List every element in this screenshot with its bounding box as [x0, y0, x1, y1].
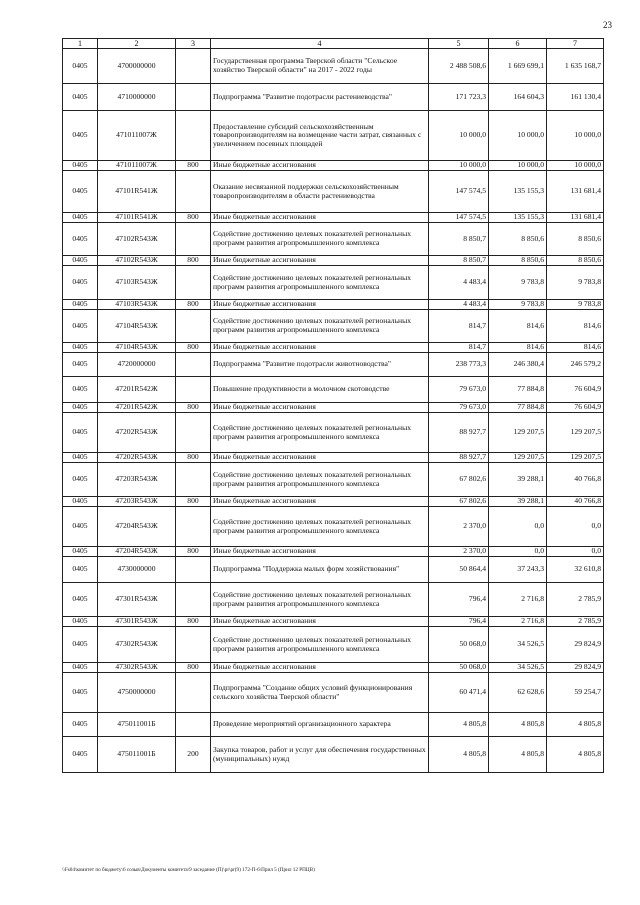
- section-code-cell: 0405: [63, 84, 98, 111]
- item-name-cell: Подпрограмма "Создание общих условий функционирования сельского хозяйства Тверской области": [211, 673, 429, 713]
- amount-col7-cell: 2 785,9: [547, 617, 604, 627]
- amount-col7-cell: 814,6: [547, 310, 604, 343]
- header-row: [63, 39, 604, 49]
- amount-col6-cell: 0,0: [489, 507, 547, 547]
- table-row: [63, 663, 604, 673]
- expense-type-cell: [176, 171, 211, 213]
- target-code-cell: 4730000000: [98, 557, 176, 583]
- table-row: [63, 583, 604, 617]
- amount-col7-cell: 10 000,0: [547, 111, 604, 161]
- amount-col7-cell: 129 207,5: [547, 413, 604, 453]
- item-name-cell: Иные бюджетные ассигнования: [211, 213, 429, 223]
- amount-col6-cell: 9 783,8: [489, 266, 547, 300]
- section-code-cell: 0405: [63, 713, 98, 737]
- target-code-cell: 47204R543Ж: [98, 547, 176, 557]
- target-code-cell: 47101R541Ж: [98, 171, 176, 213]
- expense-type-cell: 800: [176, 343, 211, 353]
- col-header: 2: [98, 39, 176, 49]
- amount-col7-cell: 76 604,9: [547, 377, 604, 403]
- table-row: [63, 111, 604, 161]
- table-row: [63, 223, 604, 256]
- table-row: [63, 507, 604, 547]
- item-name-cell: Содействие достижению целевых показателей региональных программ развития агропромышленного комплекса: [211, 266, 429, 300]
- amount-col5-cell: 171 723,3: [429, 84, 489, 111]
- amount-col5-cell: 147 574,5: [429, 171, 489, 213]
- section-code-cell: 0405: [63, 627, 98, 663]
- col-header: 7: [547, 39, 604, 49]
- section-code-cell: 0405: [63, 507, 98, 547]
- section-code-cell: 0405: [63, 737, 98, 773]
- amount-col6-cell: 814,6: [489, 343, 547, 353]
- target-code-cell: 47102R543Ж: [98, 223, 176, 256]
- table-body: [63, 49, 604, 773]
- amount-col5-cell: 8 850,7: [429, 223, 489, 256]
- target-code-cell: 475011001Б: [98, 713, 176, 737]
- target-code-cell: 47201R542Ж: [98, 377, 176, 403]
- section-code-cell: 0405: [63, 223, 98, 256]
- amount-col5-cell: 796,4: [429, 583, 489, 617]
- section-code-cell: 0405: [63, 171, 98, 213]
- target-code-cell: 47302R543Ж: [98, 627, 176, 663]
- table-row: [63, 353, 604, 377]
- table-row: [63, 300, 604, 310]
- amount-col6-cell: 39 288,1: [489, 497, 547, 507]
- expense-type-cell: [176, 111, 211, 161]
- target-code-cell: 47103R543Ж: [98, 300, 176, 310]
- col-header: 5: [429, 39, 489, 49]
- item-name-cell: Содействие достижению целевых показателей региональных программ развития агропромышленного комплекса: [211, 310, 429, 343]
- section-code-cell: 0405: [63, 300, 98, 310]
- amount-col6-cell: 8 850,6: [489, 223, 547, 256]
- expense-type-cell: 800: [176, 453, 211, 463]
- amount-col6-cell: 77 884,8: [489, 377, 547, 403]
- item-name-cell: Иные бюджетные ассигнования: [211, 663, 429, 673]
- expense-type-cell: 800: [176, 663, 211, 673]
- amount-col5-cell: 814,7: [429, 343, 489, 353]
- amount-col6-cell: 2 716,8: [489, 583, 547, 617]
- amount-col6-cell: 9 783,8: [489, 300, 547, 310]
- table-row: [63, 617, 604, 627]
- target-code-cell: 475011001Б: [98, 737, 176, 773]
- amount-col6-cell: 135 155,3: [489, 171, 547, 213]
- table-row: [63, 497, 604, 507]
- amount-col5-cell: 50 068,0: [429, 627, 489, 663]
- section-code-cell: 0405: [63, 413, 98, 453]
- item-name-cell: Содействие достижению целевых показателей региональных программ развития агропромышленного комплекса: [211, 583, 429, 617]
- item-name-cell: Содействие достижению целевых показателей региональных программ развития агропромышленного комплекса: [211, 463, 429, 497]
- section-code-cell: 0405: [63, 310, 98, 343]
- expense-type-cell: 800: [176, 213, 211, 223]
- item-name-cell: Государственная программа Тверской области "Сельское хозяйство Тверской области" на 2017 - 2022 годы: [211, 49, 429, 84]
- amount-col7-cell: 76 604,9: [547, 403, 604, 413]
- target-code-cell: 47201R542Ж: [98, 403, 176, 413]
- target-code-cell: 47104R543Ж: [98, 343, 176, 353]
- expense-type-cell: [176, 713, 211, 737]
- amount-col5-cell: 10 000,0: [429, 161, 489, 171]
- expense-type-cell: 800: [176, 256, 211, 266]
- expense-type-cell: [176, 627, 211, 663]
- amount-col5-cell: 238 773,3: [429, 353, 489, 377]
- item-name-cell: Иные бюджетные ассигнования: [211, 453, 429, 463]
- table-row: [63, 266, 604, 300]
- item-name-cell: Повышение продуктивности в молочном скотоводстве: [211, 377, 429, 403]
- amount-col6-cell: 77 884,8: [489, 403, 547, 413]
- amount-col6-cell: 4 805,8: [489, 737, 547, 773]
- amount-col7-cell: 29 824,9: [547, 627, 604, 663]
- target-code-cell: 47301R543Ж: [98, 583, 176, 617]
- amount-col7-cell: 0,0: [547, 507, 604, 547]
- amount-col6-cell: 39 288,1: [489, 463, 547, 497]
- table-row: [63, 463, 604, 497]
- expense-type-cell: [176, 266, 211, 300]
- target-code-cell: 4700000000: [98, 49, 176, 84]
- item-name-cell: Содействие достижению целевых показателей региональных программ развития агропромышленного комплекса: [211, 627, 429, 663]
- section-code-cell: 0405: [63, 663, 98, 673]
- amount-col5-cell: 67 802,6: [429, 463, 489, 497]
- amount-col6-cell: 34 526,5: [489, 627, 547, 663]
- amount-col7-cell: 59 254,7: [547, 673, 604, 713]
- expense-type-cell: [176, 463, 211, 497]
- amount-col5-cell: 67 802,6: [429, 497, 489, 507]
- expense-type-cell: [176, 377, 211, 403]
- amount-col6-cell: 246 380,4: [489, 353, 547, 377]
- section-code-cell: 0405: [63, 266, 98, 300]
- footer-file-path: \\Fs04\комитет по бюджету\6 созыв\Документы комитета\9 заседание (П)\pr\pr(9) 172-П-6\Прил 5 (Прил 12 РПЦВ): [62, 867, 315, 873]
- item-name-cell: Содействие достижению целевых показателей региональных программ развития агропромышленного комплекса: [211, 507, 429, 547]
- expense-type-cell: 800: [176, 161, 211, 171]
- section-code-cell: 0405: [63, 547, 98, 557]
- amount-col6-cell: 37 243,3: [489, 557, 547, 583]
- amount-col5-cell: 8 850,7: [429, 256, 489, 266]
- section-code-cell: 0405: [63, 617, 98, 627]
- amount-col7-cell: 0,0: [547, 547, 604, 557]
- amount-col5-cell: 50 864,4: [429, 557, 489, 583]
- expense-type-cell: [176, 413, 211, 453]
- target-code-cell: 47104R543Ж: [98, 310, 176, 343]
- target-code-cell: 47102R543Ж: [98, 256, 176, 266]
- amount-col7-cell: 2 785,9: [547, 583, 604, 617]
- section-code-cell: 0405: [63, 463, 98, 497]
- item-name-cell: Иные бюджетные ассигнования: [211, 617, 429, 627]
- amount-col5-cell: 4 483,4: [429, 266, 489, 300]
- amount-col6-cell: 10 000,0: [489, 161, 547, 171]
- amount-col6-cell: 2 716,8: [489, 617, 547, 627]
- expense-type-cell: 800: [176, 547, 211, 557]
- amount-col6-cell: 34 526,5: [489, 663, 547, 673]
- section-code-cell: 0405: [63, 583, 98, 617]
- amount-col6-cell: 1 669 699,1: [489, 49, 547, 84]
- target-code-cell: 47204R543Ж: [98, 507, 176, 547]
- amount-col7-cell: 814,6: [547, 343, 604, 353]
- table-row: [63, 84, 604, 111]
- section-code-cell: 0405: [63, 213, 98, 223]
- section-code-cell: 0405: [63, 256, 98, 266]
- expense-type-cell: 800: [176, 403, 211, 413]
- table-row: [63, 343, 604, 353]
- table-row: [63, 161, 604, 171]
- table-row: [63, 413, 604, 453]
- amount-col7-cell: 10 000,0: [547, 161, 604, 171]
- item-name-cell: Иные бюджетные ассигнования: [211, 300, 429, 310]
- amount-col7-cell: 29 824,9: [547, 663, 604, 673]
- amount-col5-cell: 796,4: [429, 617, 489, 627]
- section-code-cell: 0405: [63, 557, 98, 583]
- expense-type-cell: [176, 310, 211, 343]
- item-name-cell: Подпрограмма "Развитие подотрасли растениеводства": [211, 84, 429, 111]
- section-code-cell: 0405: [63, 161, 98, 171]
- table-row: [63, 547, 604, 557]
- col-header: 6: [489, 39, 547, 49]
- amount-col5-cell: 88 927,7: [429, 453, 489, 463]
- amount-col7-cell: 161 130,4: [547, 84, 604, 111]
- target-code-cell: 47202R543Ж: [98, 413, 176, 453]
- amount-col7-cell: 131 681,4: [547, 171, 604, 213]
- amount-col5-cell: 2 370,0: [429, 547, 489, 557]
- item-name-cell: Иные бюджетные ассигнования: [211, 343, 429, 353]
- target-code-cell: 471011007Ж: [98, 161, 176, 171]
- amount-col7-cell: 4 805,8: [547, 713, 604, 737]
- col-header: 4: [211, 39, 429, 49]
- expense-type-cell: [176, 223, 211, 256]
- item-name-cell: Подпрограмма "Поддержка малых форм хозяйствования": [211, 557, 429, 583]
- section-code-cell: 0405: [63, 497, 98, 507]
- item-name-cell: Иные бюджетные ассигнования: [211, 547, 429, 557]
- budget-table: [62, 38, 604, 773]
- amount-col6-cell: 814,6: [489, 310, 547, 343]
- amount-col6-cell: 4 805,8: [489, 713, 547, 737]
- amount-col6-cell: 62 628,6: [489, 673, 547, 713]
- section-code-cell: 0405: [63, 453, 98, 463]
- target-code-cell: 47203R543Ж: [98, 497, 176, 507]
- amount-col5-cell: 79 673,0: [429, 377, 489, 403]
- target-code-cell: 4720000000: [98, 353, 176, 377]
- amount-col5-cell: 60 471,4: [429, 673, 489, 713]
- table-row: [63, 310, 604, 343]
- amount-col7-cell: 4 805,8: [547, 737, 604, 773]
- amount-col7-cell: 8 850,6: [547, 256, 604, 266]
- expense-type-cell: 800: [176, 300, 211, 310]
- table-row: [63, 557, 604, 583]
- col-header: 1: [63, 39, 98, 49]
- item-name-cell: Иные бюджетные ассигнования: [211, 497, 429, 507]
- target-code-cell: 47203R543Ж: [98, 463, 176, 497]
- amount-col6-cell: 8 850,6: [489, 256, 547, 266]
- amount-col5-cell: 10 000,0: [429, 111, 489, 161]
- item-name-cell: Предоставление субсидий сельскохозяйственным товаропроизводителям на возмещение части затрат, связанных с увеличением посевных площадей: [211, 111, 429, 161]
- amount-col5-cell: 814,7: [429, 310, 489, 343]
- section-code-cell: 0405: [63, 377, 98, 403]
- amount-col6-cell: 0,0: [489, 547, 547, 557]
- target-code-cell: 47101R541Ж: [98, 213, 176, 223]
- table-row: [63, 171, 604, 213]
- table-row: [63, 49, 604, 84]
- amount-col5-cell: 2 488 508,6: [429, 49, 489, 84]
- amount-col5-cell: 88 927,7: [429, 413, 489, 453]
- amount-col7-cell: 32 610,8: [547, 557, 604, 583]
- table-row: [63, 213, 604, 223]
- section-code-cell: 0405: [63, 673, 98, 713]
- expense-type-cell: [176, 557, 211, 583]
- amount-col7-cell: 1 635 168,7: [547, 49, 604, 84]
- section-code-cell: 0405: [63, 353, 98, 377]
- expense-type-cell: 800: [176, 617, 211, 627]
- expense-type-cell: [176, 583, 211, 617]
- target-code-cell: 47103R543Ж: [98, 266, 176, 300]
- expense-type-cell: [176, 353, 211, 377]
- target-code-cell: 47302R543Ж: [98, 663, 176, 673]
- target-code-cell: 47202R543Ж: [98, 453, 176, 463]
- expense-type-cell: [176, 84, 211, 111]
- amount-col5-cell: 4 805,8: [429, 713, 489, 737]
- amount-col6-cell: 10 000,0: [489, 111, 547, 161]
- target-code-cell: 47301R543Ж: [98, 617, 176, 627]
- amount-col7-cell: 129 207,5: [547, 453, 604, 463]
- amount-col5-cell: 147 574,5: [429, 213, 489, 223]
- amount-col7-cell: 40 766,8: [547, 463, 604, 497]
- amount-col6-cell: 129 207,5: [489, 413, 547, 453]
- amount-col6-cell: 135 155,3: [489, 213, 547, 223]
- expense-type-cell: [176, 507, 211, 547]
- target-code-cell: 4710000000: [98, 84, 176, 111]
- amount-col6-cell: 164 604,3: [489, 84, 547, 111]
- table-row: [63, 737, 604, 773]
- target-code-cell: 471011007Ж: [98, 111, 176, 161]
- expense-type-cell: 200: [176, 737, 211, 773]
- item-name-cell: Содействие достижению целевых показателей региональных программ развития агропромышленного комплекса: [211, 223, 429, 256]
- item-name-cell: Подпрограмма "Развитие подотрасли животноводства": [211, 353, 429, 377]
- section-code-cell: 0405: [63, 403, 98, 413]
- table-row: [63, 713, 604, 737]
- amount-col7-cell: 131 681,4: [547, 213, 604, 223]
- amount-col7-cell: 40 766,8: [547, 497, 604, 507]
- page-number: 23: [603, 20, 612, 30]
- target-code-cell: 4750000000: [98, 673, 176, 713]
- amount-col6-cell: 129 207,5: [489, 453, 547, 463]
- expense-type-cell: 800: [176, 497, 211, 507]
- table-row: [63, 256, 604, 266]
- amount-col5-cell: 50 068,0: [429, 663, 489, 673]
- amount-col5-cell: 79 673,0: [429, 403, 489, 413]
- table-row: [63, 403, 604, 413]
- table-row: [63, 627, 604, 663]
- item-name-cell: Иные бюджетные ассигнования: [211, 403, 429, 413]
- expense-type-cell: [176, 49, 211, 84]
- col-header: 3: [176, 39, 211, 49]
- amount-col7-cell: 8 850,6: [547, 223, 604, 256]
- amount-col5-cell: 2 370,0: [429, 507, 489, 547]
- amount-col7-cell: 246 579,2: [547, 353, 604, 377]
- amount-col7-cell: 9 783,8: [547, 266, 604, 300]
- item-name-cell: Иные бюджетные ассигнования: [211, 256, 429, 266]
- table-row: [63, 377, 604, 403]
- section-code-cell: 0405: [63, 343, 98, 353]
- item-name-cell: Содействие достижению целевых показателей региональных программ развития агропромышленного комплекса: [211, 413, 429, 453]
- section-code-cell: 0405: [63, 111, 98, 161]
- section-code-cell: 0405: [63, 49, 98, 84]
- item-name-cell: Закупка товаров, работ и услуг для обеспечения государственных (муниципальных) нужд: [211, 737, 429, 773]
- amount-col5-cell: 4 483,4: [429, 300, 489, 310]
- table-row: [63, 673, 604, 713]
- amount-col5-cell: 4 805,8: [429, 737, 489, 773]
- item-name-cell: Иные бюджетные ассигнования: [211, 161, 429, 171]
- expense-type-cell: [176, 673, 211, 713]
- amount-col7-cell: 9 783,8: [547, 300, 604, 310]
- item-name-cell: Проведение мероприятий организационного характера: [211, 713, 429, 737]
- table-row: [63, 453, 604, 463]
- item-name-cell: Оказание несвязанной поддержки сельскохозяйственным товаропроизводителям в области растениеводства: [211, 171, 429, 213]
